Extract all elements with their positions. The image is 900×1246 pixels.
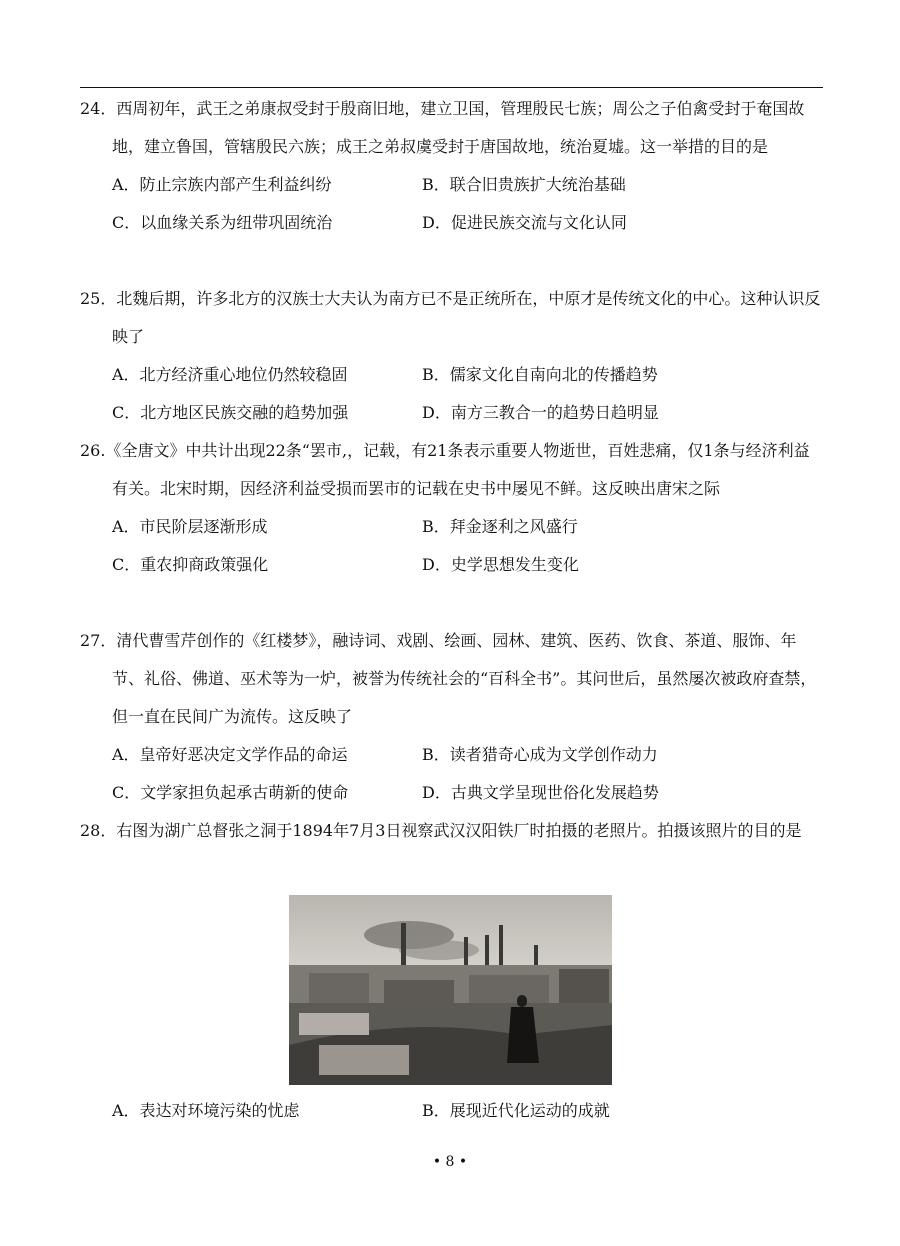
question-27 (80, 622, 825, 812)
option-a: A．皇帝好恶决定文学作品的命运 (112, 745, 348, 764)
option-a: A．防止宗族内部产生利益纠纷 (112, 175, 332, 194)
option-d: D．南方三教合一的趋势日趋明显 (422, 403, 659, 422)
option-b: B．展现近代化运动的成就 (422, 1101, 610, 1120)
question-stem: 28．右图为湖广总督张之洞于1894年7月3日视察武汉汉阳铁厂时拍摄的老照片。拍摄该照片的目的是 (80, 821, 802, 840)
option-a: A．北方经济重心地位仍然较稳固 (112, 365, 348, 384)
option-d: D．促进民族交流与文化认同 (422, 213, 627, 232)
option-d: D．史学思想发生变化 (422, 555, 579, 574)
header-rule (80, 87, 823, 88)
question-28-options (80, 1092, 825, 1130)
option-b: B．读者猎奇心成为文学创作动力 (422, 745, 658, 764)
option-c: C．北方地区民族交融的趋势加强 (112, 403, 349, 422)
question-25 (80, 280, 825, 432)
hanyang-ironworks-photo (289, 895, 612, 1085)
question-stem: 26.《全唐文》中共计出现22条“罢市,，记载，有21条表示重要人物逝世，百姓悲痛，仅1条与经济利益有关。北宋时期，因经济利益受损而罢市的记载在史书中屡见不鲜。这反映出唐宋之际 (80, 441, 810, 498)
question-stem: 24．西周初年，武王之弟康叔受封于殷商旧地，建立卫国，管理殷民七族；周公之子伯禽受封于奄国故地，建立鲁国，管辖殷民六族；成王之弟叔虞受封于唐国故地，统治夏墟。这一举措的目的是 (80, 99, 805, 156)
option-d: D．古典文学呈现世俗化发展趋势 (422, 783, 659, 802)
option-c: C．以血缘关系为纽带巩固统治 (112, 213, 333, 232)
question-24 (80, 90, 825, 242)
page-number: • 8 • (432, 1154, 468, 1170)
question-26 (80, 432, 825, 584)
question-stem: 27．清代曹雪芹创作的《红楼梦》，融诗词、戏剧、绘画、园林、建筑、医药、饮食、茶道、服饰、年节、礼俗、佛道、巫术等为一炉，被誉为传统社会的“百科全书”。其问世后，虽然屡次被政府查禁，但一直在民间广为流传。这反映了 (80, 631, 817, 726)
option-c: C．重农抑商政策强化 (112, 555, 269, 574)
option-b: B．拜金逐利之风盛行 (422, 517, 578, 536)
option-c: C．文学家担负起承古萌新的使命 (112, 783, 349, 802)
option-a: A．表达对环境污染的忧虑 (112, 1101, 300, 1120)
question-28 (80, 812, 825, 850)
option-b: B．联合旧贵族扩大统治基础 (422, 175, 626, 194)
option-b: B．儒家文化自南向北的传播趋势 (422, 365, 658, 384)
option-a: A．市民阶层逐渐形成 (112, 517, 268, 536)
question-stem: 25．北魏后期，许多北方的汉族士大夫认为南方已不是正统所在，中原才是传统文化的中心。这种认识反映了 (80, 289, 821, 346)
